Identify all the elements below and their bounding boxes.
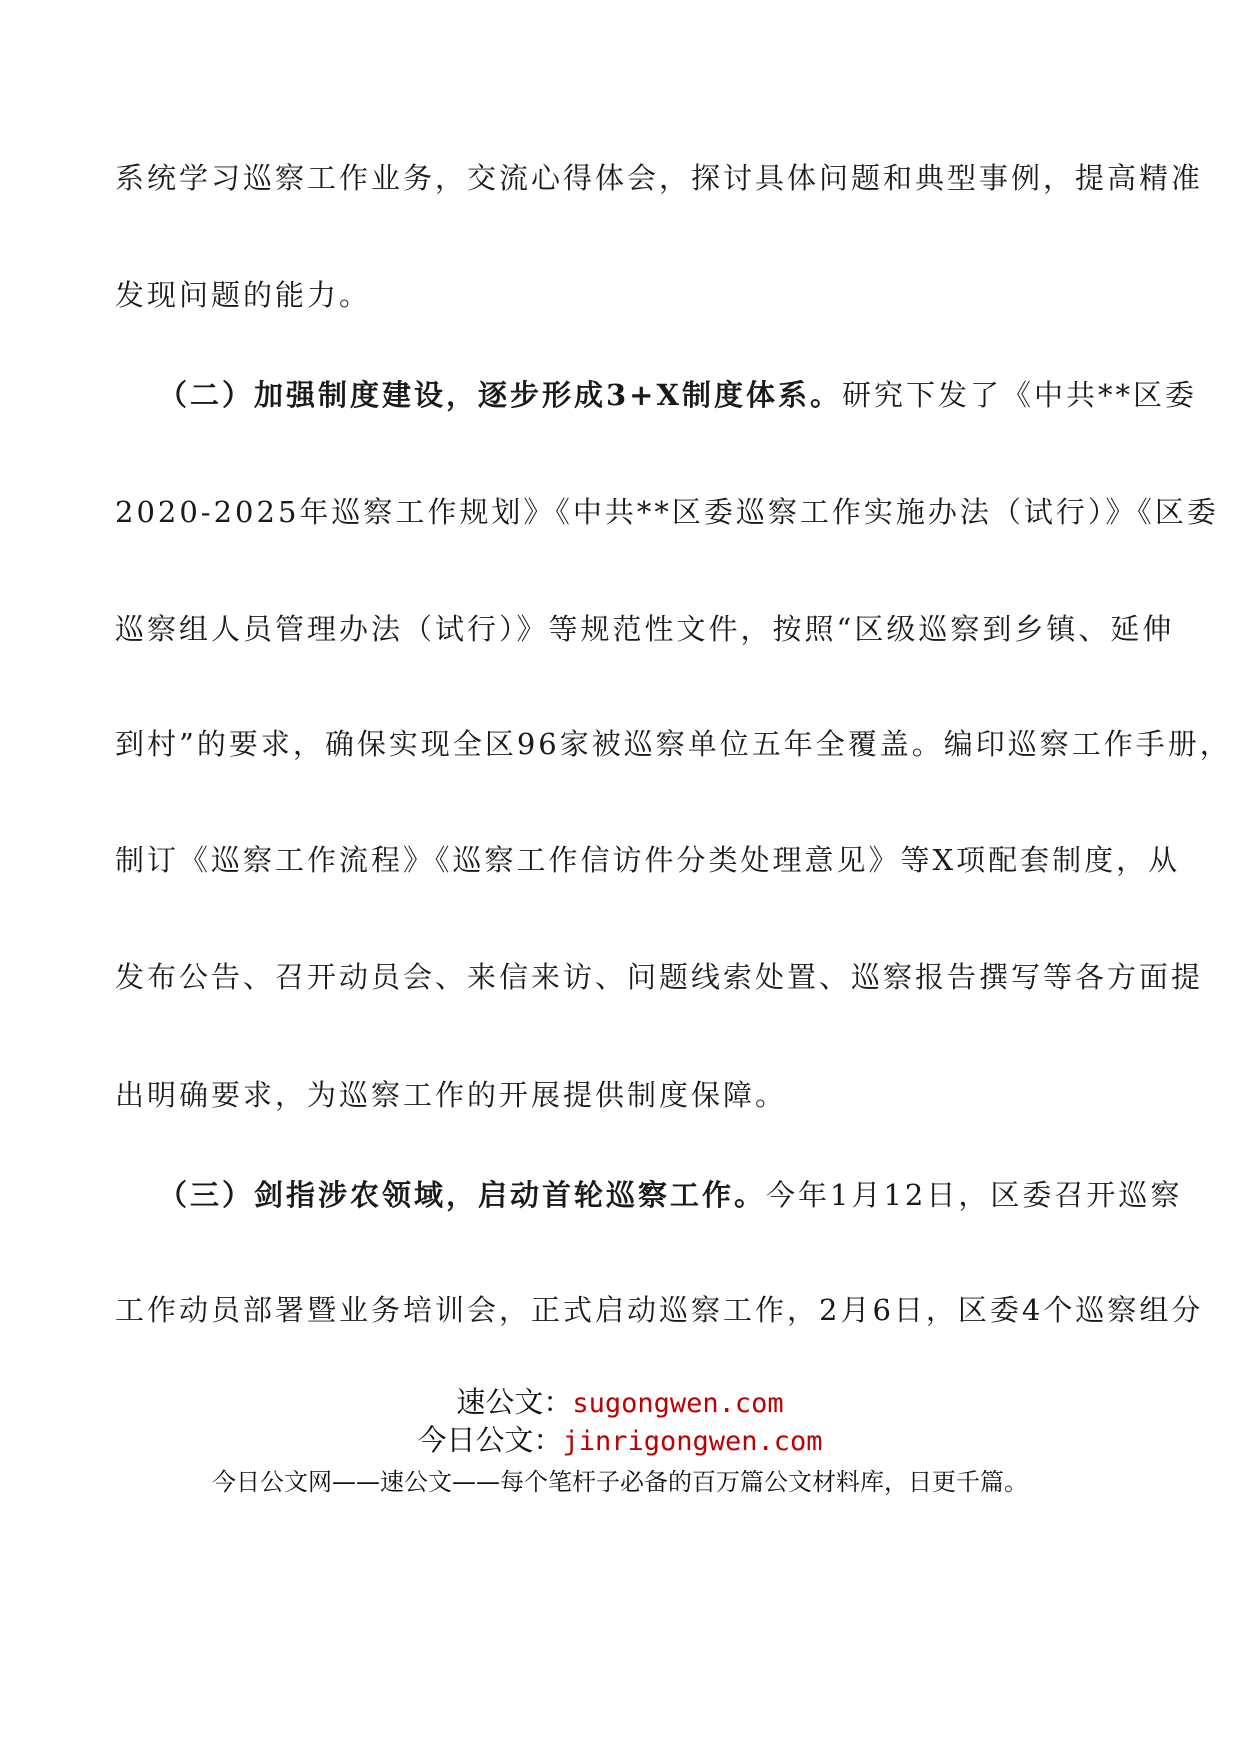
body-text: 发布公告、召开动员会、来信来访、问题线索处置、巡察报告撰写等各方面提 — [115, 960, 1204, 994]
body-text: 工作动员部署暨业务培训会，正式启动巡察工作，2月6日，区委4个巡察组分 — [115, 1293, 1204, 1327]
body-text: 今年1月12日，区委召开巡察 — [766, 1178, 1183, 1212]
body-line-4 — [115, 492, 1219, 532]
body-line-6 — [115, 724, 1232, 764]
body-line-9 — [115, 1075, 1130, 1115]
section-2-heading-line — [158, 375, 1197, 415]
body-line-2 — [115, 275, 1130, 315]
footer-site-line-1 — [0, 1380, 1240, 1421]
body-text: 出明确要求，为巡察工作的开展提供制度保障。 — [115, 1078, 788, 1112]
body-line-5 — [115, 609, 1175, 649]
body-line-8 — [115, 957, 1204, 997]
footer-site-url-link[interactable]: sugongwen.com — [572, 1388, 784, 1419]
body-line-7 — [115, 840, 1181, 880]
footer-site-label: 今日公文： — [417, 1423, 563, 1457]
section-3-heading: （三）剑指涉农领域，启动首轮巡察工作。 — [158, 1178, 767, 1212]
body-text: 2020-2025年巡察工作规划》《中共**区委巡察工作实施办法（试行）》《区委 — [115, 495, 1219, 529]
footer-tagline: 今日公文网——速公文——每个笔杆子必备的百万篇公文材料库，日更千篇。 — [212, 1468, 1028, 1496]
body-text: 研究下发了《中共**区委 — [841, 378, 1197, 412]
section-3-heading-line — [158, 1175, 1183, 1215]
body-text: 巡察组人员管理办法（试行）》等规范性文件，按照“区级巡察到乡镇、延伸 — [115, 612, 1175, 646]
body-text: 制订《巡察工作流程》《巡察工作信访件分类处理意见》等X项配套制度，从 — [115, 843, 1181, 877]
body-text: 到村”的要求，确保实现全区96家被巡察单位五年全覆盖。编印巡察工作手册， — [115, 727, 1232, 761]
body-text: 发现问题的能力。 — [115, 278, 372, 312]
body-line-1 — [115, 158, 1204, 198]
footer-site-label: 速公文： — [456, 1385, 573, 1419]
footer-site-line-2 — [0, 1418, 1240, 1459]
footer-site-url-link[interactable]: jinrigongwen.com — [562, 1426, 823, 1457]
body-text: 系统学习巡察工作业务，交流心得体会，探讨具体问题和典型事例，提高精准 — [115, 161, 1204, 195]
section-2-heading: （二）加强制度建设，逐步形成3+X制度体系。 — [158, 378, 842, 412]
body-line-11 — [115, 1290, 1204, 1330]
